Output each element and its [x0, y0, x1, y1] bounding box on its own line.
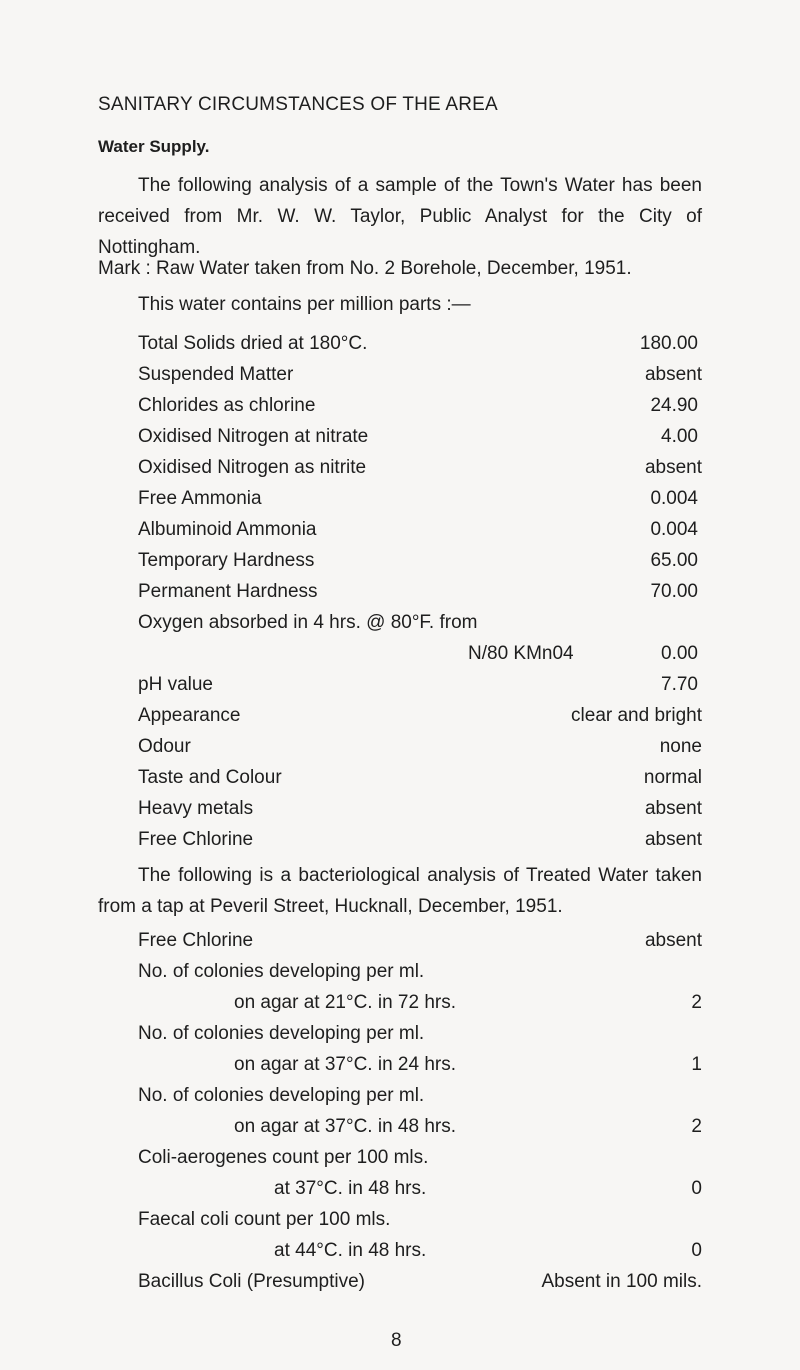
- row-label: Free Chlorine: [138, 930, 254, 951]
- row-value: 2: [691, 992, 702, 1013]
- row-label: Faecal coli count per 100 mls.: [138, 1209, 391, 1230]
- row-sublabel: at 44°C. in 48 hrs.: [274, 1240, 427, 1261]
- row-label: Free Ammonia: [138, 488, 262, 509]
- table-row: [138, 395, 702, 426]
- table-row: [138, 1147, 702, 1178]
- table-row: [138, 364, 702, 395]
- table-row: [138, 581, 702, 612]
- row-label: No. of colonies developing per ml.: [138, 1023, 425, 1044]
- table-row: [138, 930, 702, 961]
- table-row: [138, 457, 702, 488]
- row-label: No. of colonies developing per ml.: [138, 961, 425, 982]
- row-value: 4.00: [661, 426, 698, 447]
- row-value: 0: [691, 1178, 702, 1199]
- row-value: 65.00: [650, 550, 698, 571]
- row-sublabel: on agar at 21°C. in 72 hrs.: [234, 992, 457, 1013]
- row-value: absent: [644, 930, 702, 951]
- table-row: [138, 1085, 702, 1116]
- table-row: [138, 767, 702, 798]
- raw-water-table: [138, 333, 702, 860]
- section-heading: SANITARY CIRCUMSTANCES OF THE AREA: [98, 94, 498, 115]
- row-value: 1: [691, 1054, 702, 1075]
- bacteriological-text: The following is a bacteriological analysis of Treated Water taken from a tap at Peveril Street, Hucknall, December, 1951.: [98, 865, 702, 917]
- row-label: pH value: [138, 674, 213, 695]
- row-sublabel: on agar at 37°C. in 24 hrs.: [234, 1054, 457, 1075]
- table-row: [138, 550, 702, 581]
- row-label: Coli-aerogenes count per 100 mls.: [138, 1147, 429, 1168]
- row-sublabel: N/80 KMn04: [468, 643, 574, 664]
- row-label: Total Solids dried at 180°C.: [138, 333, 368, 354]
- row-value: absent: [644, 364, 702, 385]
- row-value: clear and bright: [571, 705, 702, 726]
- row-value: 0.00: [661, 643, 698, 664]
- row-label: Oxygen absorbed in 4 hrs. @ 80°F. from: [138, 612, 478, 633]
- row-value: 0: [691, 1240, 702, 1261]
- row-label: Free Chlorine: [138, 829, 254, 850]
- table-row: [138, 643, 702, 674]
- table-row: [138, 829, 702, 860]
- table-row: [138, 1023, 702, 1054]
- row-label: Albuminoid Ammonia: [138, 519, 317, 540]
- row-label: Oxidised Nitrogen as nitrite: [138, 457, 367, 478]
- row-label: Taste and Colour: [138, 767, 282, 788]
- row-value: 24.90: [650, 395, 698, 416]
- mark-line: Mark : Raw Water taken from No. 2 Borehole, December, 1951.: [98, 258, 632, 279]
- table-row: [138, 1054, 702, 1085]
- row-value: Absent in 100 mils.: [541, 1271, 702, 1292]
- table-row: [138, 333, 702, 364]
- table-row: [138, 992, 702, 1023]
- row-value: 0.004: [650, 488, 698, 509]
- table-row: [138, 1178, 702, 1209]
- table-row: [138, 961, 702, 992]
- table-row: [138, 488, 702, 519]
- table-row: [138, 798, 702, 829]
- row-value: normal: [643, 767, 702, 788]
- row-value: absent: [644, 457, 702, 478]
- subsection-heading: Water Supply.: [98, 137, 210, 156]
- table-row: [138, 705, 702, 736]
- table-row: [138, 1271, 702, 1302]
- contains-line: This water contains per million parts :—: [138, 294, 471, 315]
- row-value: none: [659, 736, 702, 757]
- table-row: [138, 612, 702, 643]
- row-label: Odour: [138, 736, 191, 757]
- row-value: 0.004: [650, 519, 698, 540]
- row-value: 7.70: [661, 674, 698, 695]
- table-row: [138, 1116, 702, 1147]
- row-value: absent: [644, 829, 702, 850]
- row-value: 70.00: [650, 581, 698, 602]
- row-label: Oxidised Nitrogen at nitrate: [138, 426, 369, 447]
- table-row: [138, 519, 702, 550]
- row-label: Appearance: [138, 705, 241, 726]
- table-row: [138, 1209, 702, 1240]
- table-row: [138, 736, 702, 767]
- table-row: [138, 426, 702, 457]
- bacteriological-table: [138, 930, 702, 1302]
- row-label: Suspended Matter: [138, 364, 294, 385]
- row-value: 180.00: [639, 333, 698, 354]
- page-number: 8: [391, 1330, 402, 1351]
- bacteriological-paragraph: [98, 860, 702, 922]
- intro-text: The following analysis of a sample of the Town's Water has been received from Mr. W. W. Taylor, Public Analyst for the City of Nottingham.: [98, 175, 702, 258]
- row-label: Permanent Hardness: [138, 581, 318, 602]
- row-label: Heavy metals: [138, 798, 254, 819]
- table-row: [138, 674, 702, 705]
- row-label: No. of colonies developing per ml.: [138, 1085, 425, 1106]
- row-sublabel: on agar at 37°C. in 48 hrs.: [234, 1116, 457, 1137]
- row-label: Temporary Hardness: [138, 550, 315, 571]
- row-label: Bacillus Coli (Presumptive): [138, 1271, 366, 1292]
- row-value: 2: [691, 1116, 702, 1137]
- table-row: [138, 1240, 702, 1271]
- intro-paragraph: [98, 170, 702, 263]
- row-value: absent: [644, 798, 702, 819]
- row-sublabel: at 37°C. in 48 hrs.: [274, 1178, 427, 1199]
- row-label: Chlorides as chlorine: [138, 395, 316, 416]
